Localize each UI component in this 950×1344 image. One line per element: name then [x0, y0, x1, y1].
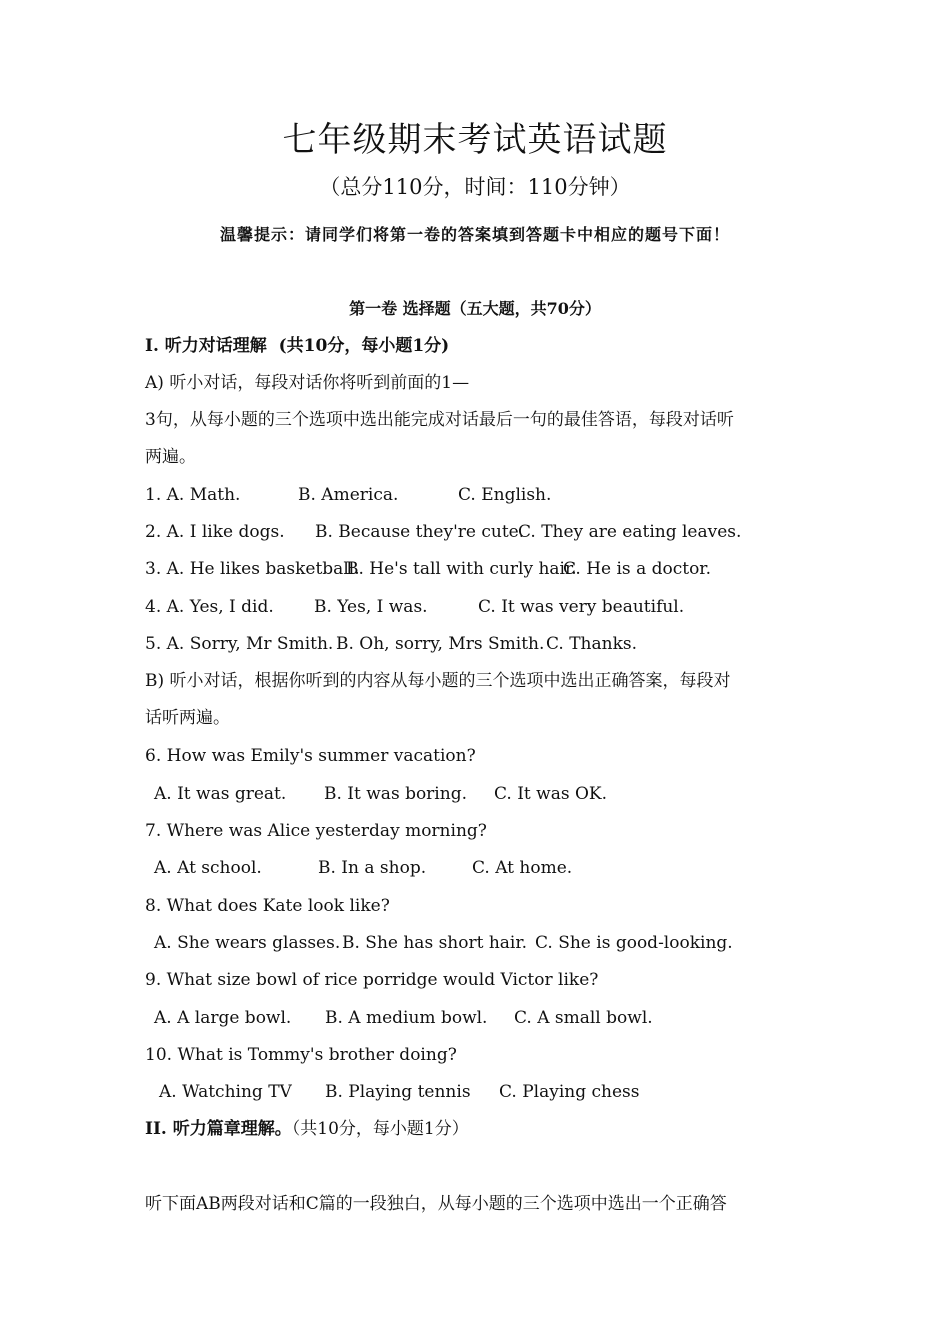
q8-option-b: B. She has short hair.	[342, 933, 528, 953]
q10-question: 10. What is Tommy's brother doing?	[145, 1045, 457, 1065]
q8-option-c: C. She is good-looking.	[535, 933, 733, 953]
q7-option-b: B. In a shop.	[318, 858, 427, 878]
exam-title: 七年级期末考试英语试题	[282, 120, 668, 160]
q10-option-a: A. Watching TV	[159, 1082, 292, 1102]
q9-option-a: A. A large bowl.	[154, 1008, 292, 1028]
part1-b-instruction-line1: B) 听小对话，根据你听到的内容从每小题的三个选项中选出正确答案，每段对	[145, 671, 731, 691]
q5-option-a: 5. A. Sorry, Mr Smith.	[145, 634, 334, 654]
part2-heading-bold: II. 听力篇章理解。	[145, 1119, 292, 1139]
q4-option-c: C. It was very beautiful.	[478, 597, 685, 617]
q1-option-c: C. English.	[458, 485, 552, 505]
q6-option-c: C. It was OK.	[494, 784, 608, 804]
q8-question: 8. What does Kate look like?	[145, 896, 390, 916]
warm-tip: 温馨提示：请同学们将第一卷的答案填到答题卡中相应的题号下面！	[219, 225, 730, 244]
q6-option-a: A. It was great.	[154, 784, 287, 804]
q9-option-c: C. A small bowl.	[514, 1008, 653, 1028]
q4-option-a: 4. A. Yes, I did.	[145, 597, 274, 617]
part1-a-instruction-line3: 两遍。	[145, 447, 196, 467]
part1-a-instruction-line2: 3句，从每小题的三个选项中选出能完成对话最后一句的最佳答语，每段对话听	[145, 410, 734, 430]
part1-heading: I. 听力对话理解 (共10分，每小题1分)	[145, 336, 450, 356]
q2-option-c: C. They are eating leaves.	[518, 522, 742, 542]
q8-option-a: A. She wears glasses.	[154, 933, 341, 953]
volume-title: 第一卷 选择题（五大题，共70分）	[349, 299, 601, 318]
part1-b-instruction-line2: 话听两遍。	[145, 708, 230, 728]
q7-question: 7. Where was Alice yesterday morning?	[145, 821, 487, 841]
q9-question: 9. What size bowl of rice porridge would Victor like?	[145, 970, 599, 990]
q7-option-c: C. At home.	[472, 858, 573, 878]
q3-option-b: B. He's tall with curly hair.	[346, 559, 577, 579]
q4-option-b: B. Yes, I was.	[314, 597, 428, 617]
part2-heading-score: （共10分，每小题1分）	[291, 1119, 469, 1139]
q10-option-b: B. Playing tennis	[325, 1082, 471, 1102]
exam-subtitle: （总分110分，时间：110分钟）	[319, 175, 631, 199]
q2-option-b: B. Because they're cute.	[315, 522, 525, 542]
part1-a-instruction-line1: A) 听小对话，每段对话你将听到前面的1—	[145, 373, 470, 393]
q5-option-b: B. Oh, sorry, Mrs Smith.	[336, 634, 545, 654]
q9-option-b: B. A medium bowl.	[325, 1008, 488, 1028]
q7-option-a: A. At school.	[154, 858, 262, 878]
part2-heading	[145, 1114, 469, 1144]
q1-option-b: B. America.	[298, 485, 399, 505]
q3-option-c: C. He is a doctor.	[563, 559, 711, 579]
q6-option-b: B. It was boring.	[324, 784, 467, 804]
q2-option-a: 2. A. I like dogs.	[145, 522, 285, 542]
q10-option-c: C. Playing chess	[499, 1082, 640, 1102]
q6-question: 6. How was Emily's summer vacation?	[145, 746, 476, 766]
part2-instruction: 听下面AB两段对话和C篇的一段独白，从每小题的三个选项中选出一个正确答	[145, 1194, 727, 1214]
q5-option-c: C. Thanks.	[546, 634, 638, 654]
q1-option-a: 1. A. Math.	[145, 485, 241, 505]
q3-option-a: 3. A. He likes basketball.	[145, 559, 360, 579]
